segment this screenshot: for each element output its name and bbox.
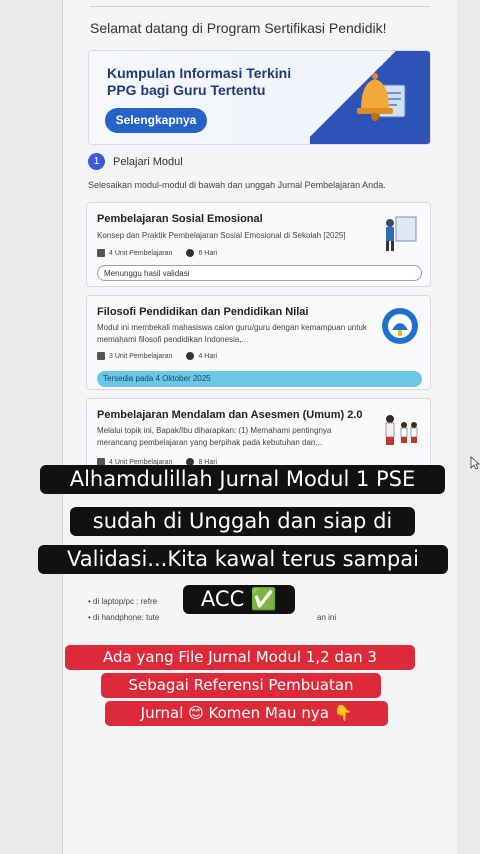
module-meta — [97, 249, 217, 257]
bullet-text: di handphone: tute — [93, 613, 160, 622]
step-number: 1 — [88, 153, 105, 170]
module-units: 4 Unit Pembelajaran — [109, 249, 173, 257]
module-description: Modul ini membekali mahasiswa calon guru/guru dengan kemampuan untuk memahami filosofi pendidikan Indonesia,... — [97, 323, 367, 344]
banner-title: Kumpulan Informasi Terkini PPG bagi Guru Tertentu — [107, 65, 292, 98]
clock-icon — [186, 249, 194, 257]
teacher-illustration-icon — [380, 213, 420, 253]
step-label: Pelajari Modul — [113, 155, 183, 168]
module-title: Filosofi Pendidikan dan Pendidikan Nilai — [97, 306, 309, 318]
bullet-text: di laptop/pc : refre — [93, 597, 158, 606]
step-header — [88, 153, 183, 170]
caption-line-1: Alhamdulillah Jurnal Modul 1 PSE — [40, 465, 445, 494]
status-badge: Tersedia pada 4 Oktober 2025 — [97, 371, 422, 387]
module-description: Melalui topik ini, Bapak/Ibu diharapkan: (1) Memahami pentingnya merancang pembelajaran yang berpihak pada kebutuhan dan... — [97, 426, 332, 447]
welcome-text: Selamat datang di Program Sertifikasi Pendidik! — [90, 20, 387, 36]
caption-line-3: Validasi...Kita kawal terus sampai — [38, 545, 448, 574]
clock-icon — [186, 352, 194, 360]
module-duration: 8 Hari — [198, 458, 218, 466]
students-illustration-icon — [380, 411, 420, 451]
banner-more-button[interactable]: Selengkapnya — [105, 108, 207, 133]
caption-line-4: ACC ✅ — [183, 585, 295, 614]
book-icon — [97, 249, 105, 257]
list-item: • di handphone: tute — [88, 613, 160, 622]
promo-line-1: Ada yang File Jurnal Modul 1,2 dan 3 — [65, 645, 415, 670]
mouse-cursor-icon — [470, 456, 480, 470]
module-units: 4 Unit Pembelajaran — [109, 458, 173, 466]
module-title: Pembelajaran Sosial Emosional — [97, 213, 263, 225]
list-item: • di laptop/pc : refre — [88, 597, 158, 606]
divider — [90, 6, 430, 7]
module-card-pse[interactable] — [86, 202, 431, 287]
step-description: Selesaikan modul-modul di bawah dan unggah Jurnal Pembelajaran Anda. — [88, 180, 386, 190]
book-icon — [97, 352, 105, 360]
status-badge: Menunggu hasil validasi — [97, 265, 422, 281]
bell-icon — [351, 65, 411, 125]
module-meta — [97, 352, 217, 360]
module-title: Pembelajaran Mendalam dan Asesmen (Umum) 2.0 — [97, 409, 363, 421]
module-description: Konsep dan Praktik Pembelajaran Sosial Emosional di Sekolah [2025] — [97, 231, 346, 240]
info-banner[interactable] — [88, 50, 431, 145]
module-duration: 4 Hari — [198, 352, 218, 360]
promo-line-2: Sebagai Referensi Pembuatan — [101, 673, 381, 698]
module-card-pembelajaran-mendalam[interactable] — [86, 398, 431, 473]
tut-wuri-logo-icon — [380, 306, 420, 346]
promo-line-3: Jurnal 😊 Komen Mau nya 👇 — [105, 701, 388, 726]
caption-line-2: sudah di Unggah dan siap di — [70, 507, 415, 536]
module-duration: 6 Hari — [198, 249, 218, 257]
module-units: 3 Unit Pembelajaran — [109, 352, 173, 360]
module-card-filosofi[interactable] — [86, 295, 431, 390]
bullet-tail: an ini — [317, 613, 337, 622]
